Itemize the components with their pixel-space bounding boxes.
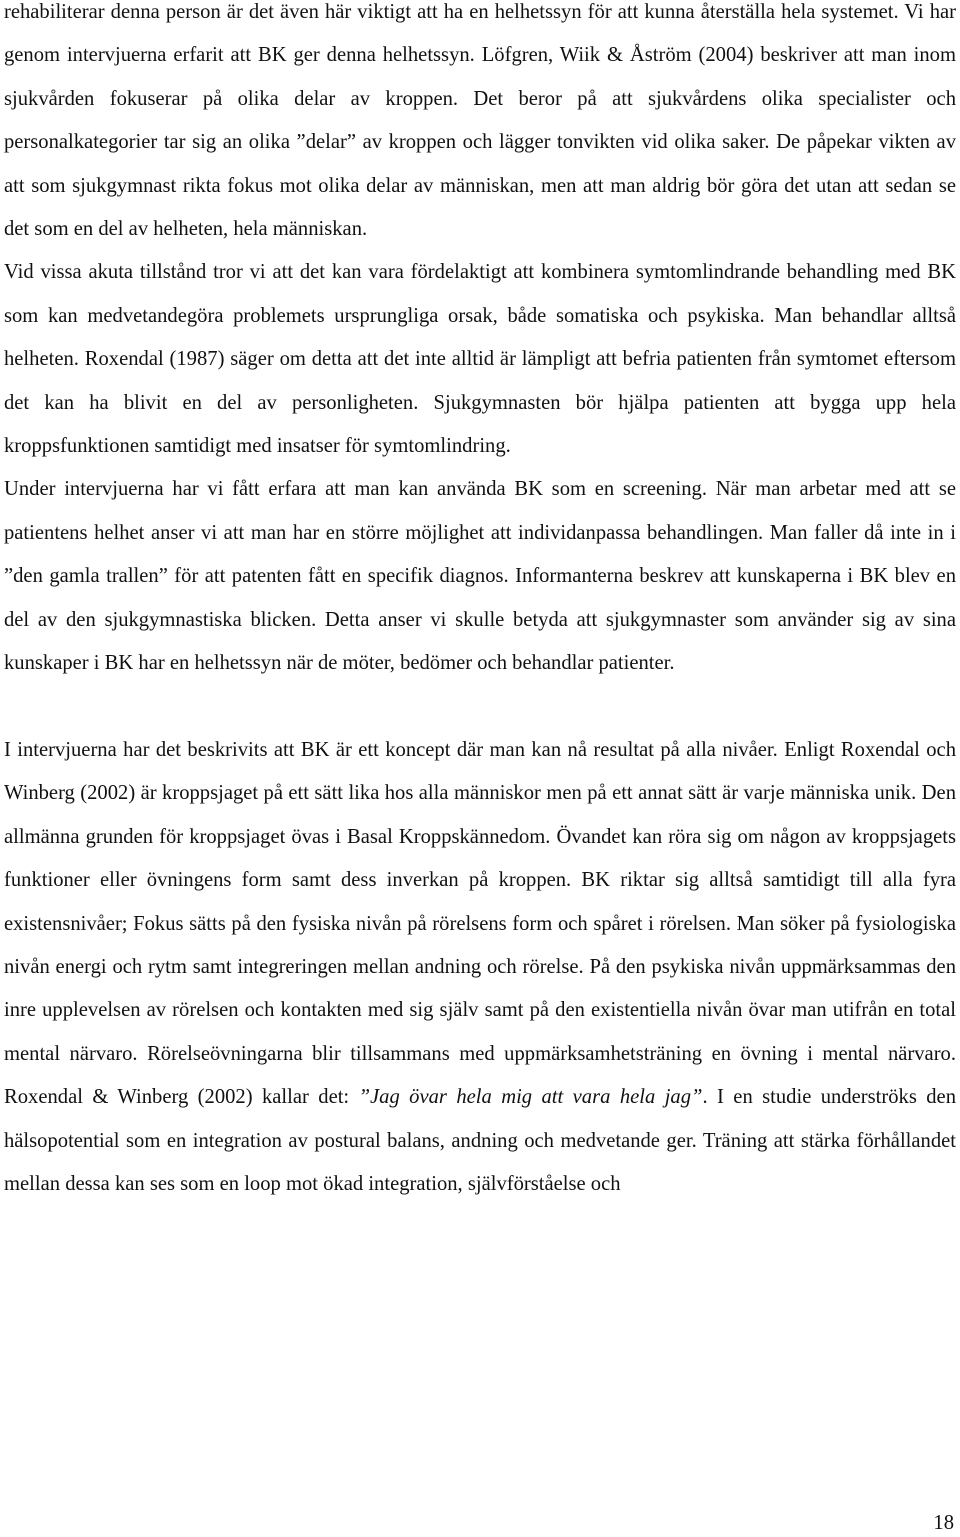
paragraph-spacer [4,686,956,729]
paragraph-1: rehabiliterar denna person är det även här viktigt att ha en helhetssyn för att kunna återställa hela systemet. Vi har genom intervjuerna erfarit att BK ger denna helhetssyn. Löfgren, Wiik & Åström (2004) beskriver att man inom sjukvården fokuserar på olika delar av kroppen. Det beror på att sjukvårdens olika specialister och personalkategorier tar sig an olika ”delar” av kroppen och lägger tonvikten vid olika saker. De påpekar vikten av att som sjukgymnast rikta fokus mot olika delar av människan, men att man aldrig bör göra det utan att sedan se det som en del av helheten, hela människan. [4,1,956,241]
paragraph-3: Under intervjuerna har vi fått erfara att man kan använda BK som en screening. När man arbetar med att se patientens helhet anser vi att man har en större möjlighet att individanpassa behandlingen. Man faller då inte in i ”den gamla trallen” för att patenten fått en specifik diagnos. Informanterna beskrev att kunskaperna i BK blev en del av den sjukgymnastiska blicken. Detta anser vi skulle betyda att sjukgymnaster som använder sig av sina kunskaper i BK har en helhetssyn när de möter, bedömer och behandlar patienter. [4,478,956,675]
paragraph-2: Vid vissa akuta tillstånd tror vi att det kan vara fördelaktigt att kombinera symtomlindrande behandling med BK som kan medvetandegöra problemets ursprungliga orsak, både somatiska och psykiska. Man behandlar alltså helheten. Roxendal (1987) säger om detta att det inte alltid är lämpligt att befria patienten från symtomet eftersom det kan ha blivit en del av personligheten. Sjukgymnasten bör hjälpa patienten att bygga upp hela kroppsfunktionen samtidigt med insatser för symtomlindring. [4,261,956,458]
document-body [4,0,956,1206]
paragraph-4 [4,729,956,1206]
paragraph-4-text-after-quote: . I en studie underströks den hälsopotential som en integration av postural balans, andning och medvetande ger. Träning att stärka förhållandet mellan dessa kan ses som en loop mot ökad integration, självförståelse och [4,1086,956,1195]
page-number: 18 [933,1512,954,1534]
paragraph-4-text-before-quote: I intervjuerna har det beskrivits att BK är ett koncept där man kan nå resultat på alla nivåer. Enligt Roxendal och Winberg (2002) är kroppsjaget på ett sätt lika hos alla människor men på ett annat sätt är varje människa unik. Den allmänna grunden för kroppsjaget övas i Basal Kroppskännedom. Övandet kan röra sig om någon av kroppsjagets funktioner eller övningens form samt dess inverkan på kroppen. BK riktar sig alltså samtidigt till alla fyra existensnivåer; Fokus sätts på den fysiska nivån på rörelsens form och spåret i rörelsen. Man söker på fysiologiska nivån energi och rytm samt integreringen mellan andning och rörelse. På den psykiska nivån uppmärksammas den inre upplevelsen av rörelsen och kontakten med sig själv samt på den existentiella nivån övar man utifrån en total mental närvaro. Rörelseövningarna blir tillsammans med uppmärksamhetsträning en övning i mental närvaro. Roxendal & Winberg (2002) kallar det: [4,738,956,1109]
paragraph-4-quote: ”Jag övar hela mig att vara hela jag” [358,1086,703,1109]
